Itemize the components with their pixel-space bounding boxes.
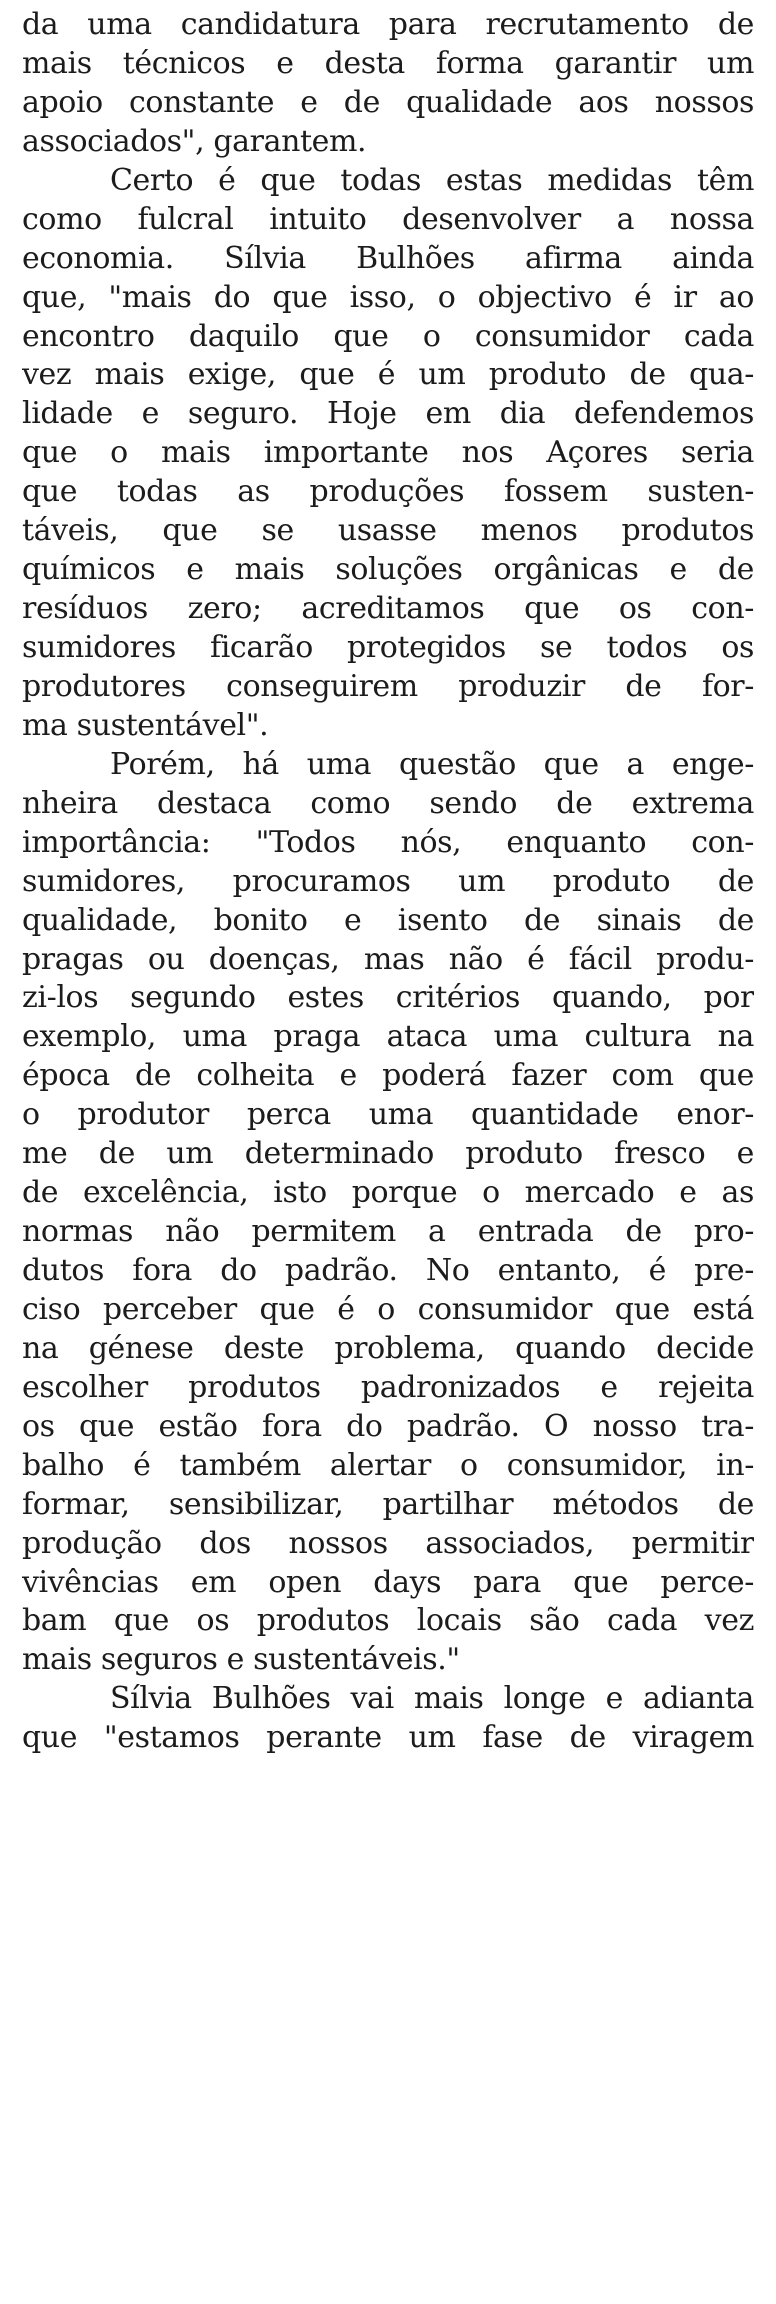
text-line: mais técnicos e desta forma garantir um — [22, 45, 754, 81]
text-line: escolher produtos padronizados e rejeita — [22, 1369, 754, 1405]
text-line: sumidores ficarão protegidos se todos os — [22, 630, 754, 665]
text-line: sumidores, procuramos um produto de — [22, 863, 754, 899]
text-line: que "estamos perante um fase de viragem — [22, 1720, 754, 1756]
paragraph-start-line: Sílvia Bulhões vai mais longe e adianta — [110, 1681, 754, 1717]
text-line: que o mais importante nos Açores seria — [22, 435, 754, 471]
paragraph-start-line: Certo é que todas estas medidas têm — [110, 162, 754, 198]
text-line: que, "mais do que isso, o objectivo é ir ao — [22, 279, 754, 315]
text-line: ma sustentável". — [22, 707, 269, 743]
text-line: economia. Sílvia Bulhões afirma ainda — [22, 240, 754, 276]
text-line: vez mais exige, que é um produto de qua- — [22, 357, 754, 393]
text-line: lidade e seguro. Hoje em dia defendemos — [22, 396, 754, 432]
text-line: me de um determinado produto fresco e — [22, 1136, 754, 1172]
text-line: na génese deste problema, quando decide — [22, 1330, 754, 1366]
text-line: da uma candidatura para recrutamento de — [22, 7, 754, 42]
text-line: mais seguros e sustentáveis." — [22, 1642, 460, 1678]
text-line: químicos e mais soluções orgânicas e de — [22, 552, 754, 588]
article-body — [22, 6, 754, 1758]
text-line: dutos fora do padrão. No entanto, é pre- — [22, 1253, 754, 1288]
text-line: normas não permitem a entrada de pro- — [22, 1214, 754, 1250]
text-line: exemplo, uma praga ataca uma cultura na — [22, 1019, 754, 1055]
paragraph-start-line: Porém, há uma questão que a enge- — [110, 746, 754, 782]
text-line: associados", garantem. — [22, 123, 367, 159]
text-line: resíduos zero; acreditamos que os con- — [22, 591, 754, 627]
text-line: de excelência, isto porque o mercado e as — [22, 1175, 754, 1211]
text-line: apoio constante e de qualidade aos nossos — [22, 84, 754, 120]
text-line: época de colheita e poderá fazer com que — [22, 1058, 754, 1094]
text-line: importância: "Todos nós, enquanto con- — [22, 824, 754, 860]
text-line: produção dos nossos associados, permitir — [22, 1525, 754, 1561]
text-line: os que estão fora do padrão. O nosso tra- — [22, 1408, 754, 1444]
text-line: vivências em open days para que perce- — [22, 1564, 754, 1600]
text-line: o produtor perca uma quantidade enor- — [22, 1097, 754, 1133]
text-line: formar, sensibilizar, partilhar métodos de — [22, 1486, 754, 1522]
text-line: táveis, que se usasse menos produtos — [22, 513, 754, 549]
text-line: pragas ou doenças, mas não é fácil produ- — [22, 941, 754, 977]
text-line: como fulcral intuito desenvolver a nossa — [22, 201, 754, 237]
text-line: bam que os produtos locais são cada vez — [22, 1603, 754, 1639]
text-line: que todas as produções fossem susten- — [22, 474, 754, 510]
text-line: balho é também alertar o consumidor, in- — [22, 1447, 754, 1483]
text-line: qualidade, bonito e isento de sinais de — [22, 902, 754, 938]
text-line: nheira destaca como sendo de extrema — [22, 785, 754, 821]
text-line: ciso perceber que é o consumidor que está — [22, 1291, 754, 1327]
text-line: encontro daquilo que o consumidor cada — [22, 318, 754, 354]
text-line: produtores conseguirem produzir de for- — [22, 668, 754, 704]
text-line: zi-los segundo estes critérios quando, por — [22, 980, 754, 1016]
